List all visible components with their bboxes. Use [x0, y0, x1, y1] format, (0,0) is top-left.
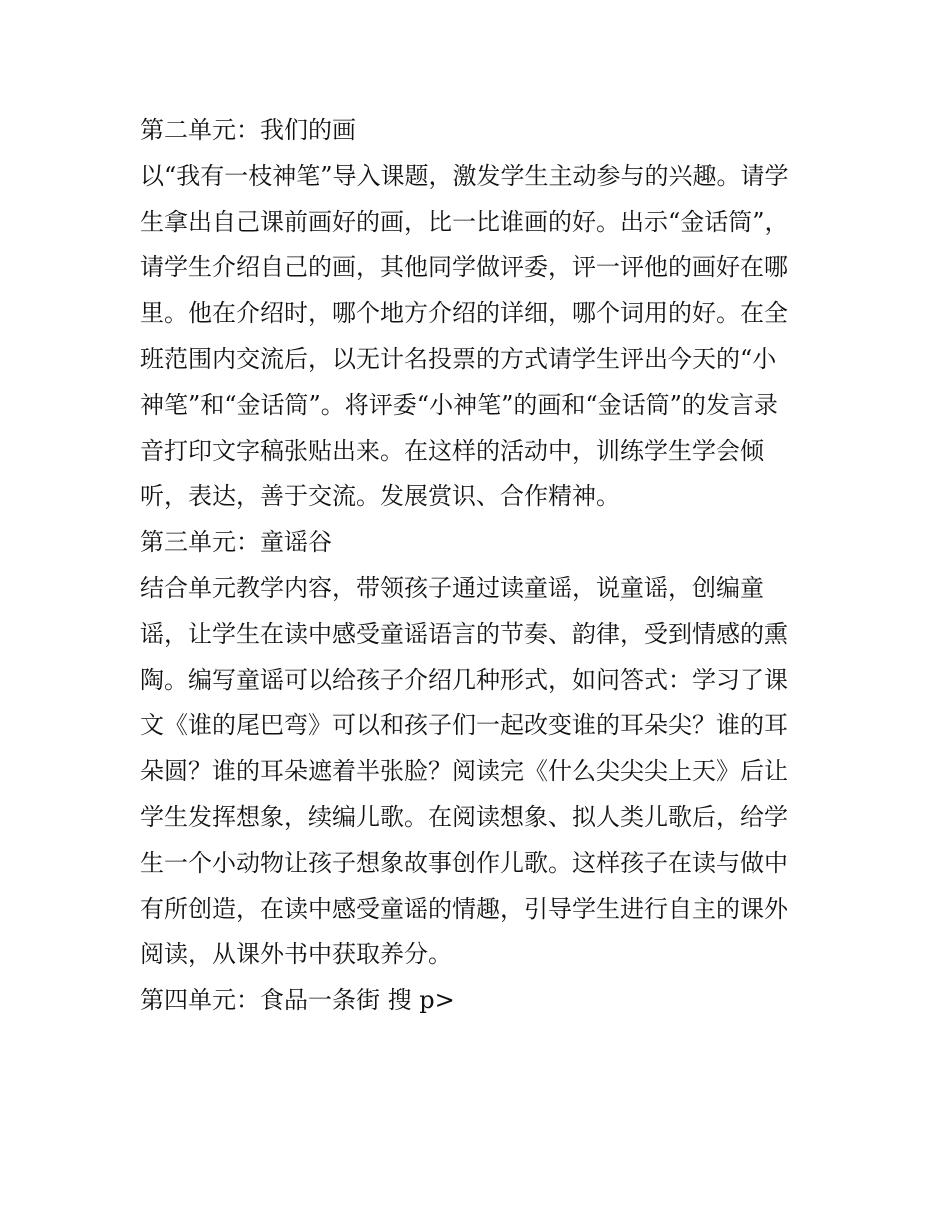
- paragraph-line: 生拿出自己课前画好的画，比一比谁画的好。出示“金话筒”，: [140, 207, 789, 236]
- document-body: [140, 108, 820, 1024]
- paragraph-line: 谣，让学生在读中感受童谣语言的节奏、韵律，受到情感的熏: [140, 619, 788, 648]
- paragraph-line: 音打印文字稿张贴出来。在这样的活动中，训练学生学会倾: [140, 436, 764, 465]
- paragraph-line: 朵圆？谁的耳朵遮着半张脸？阅读完《什么尖尖尖上天》后让: [140, 757, 788, 786]
- unit-2-heading: 第二单元：我们的画: [140, 116, 356, 144]
- paragraph-line: 听，表达，善于交流。发展赏识、合作精神。: [140, 482, 620, 511]
- paragraph-line: 文《谁的尾巴弯》可以和孩子们一起改变谁的耳朵尖？谁的耳: [140, 711, 788, 740]
- paragraph-line: 陶。编写童谣可以给孩子介绍几种形式，如问答式：学习了课: [140, 665, 788, 694]
- paragraph-line: 以“我有一枝神笔”导入课题，激发学生主动参与的兴趣。请学: [140, 161, 789, 190]
- paragraph-line: 生一个小动物让孩子想象故事创作儿歌。这样孩子在读与做中: [140, 848, 788, 877]
- paragraph-line: 结合单元教学内容，带领孩子通过读童谣，说童谣，创编童: [140, 573, 764, 602]
- paragraph-line: 神笔”和“金话筒”。将评委“小神笔”的画和“金话筒”的发言录: [140, 390, 778, 419]
- paragraph-line: 里。他在介绍时，哪个地方介绍的详细，哪个词用的好。在全: [140, 299, 788, 328]
- unit-4-heading: 第四单元：食品一条街 搜 p>: [140, 986, 455, 1015]
- paragraph-line: 请学生介绍自己的画，其他同学做评委，评一评他的画好在哪: [140, 253, 788, 282]
- unit-3-heading: 第三单元：童谣谷: [140, 528, 332, 557]
- paragraph-line: 班范围内交流后，以无计名投票的方式请学生评出今天的“小: [140, 344, 777, 373]
- paragraph-line: 学生发挥想象，续编儿歌。在阅读想象、拟人类儿歌后，给学: [140, 802, 788, 831]
- paragraph-line: 阅读，从课外书中获取养分。: [140, 940, 452, 969]
- paragraph-line: 有所创造，在读中感受童谣的情趣，引导学生进行自主的课外: [140, 894, 788, 923]
